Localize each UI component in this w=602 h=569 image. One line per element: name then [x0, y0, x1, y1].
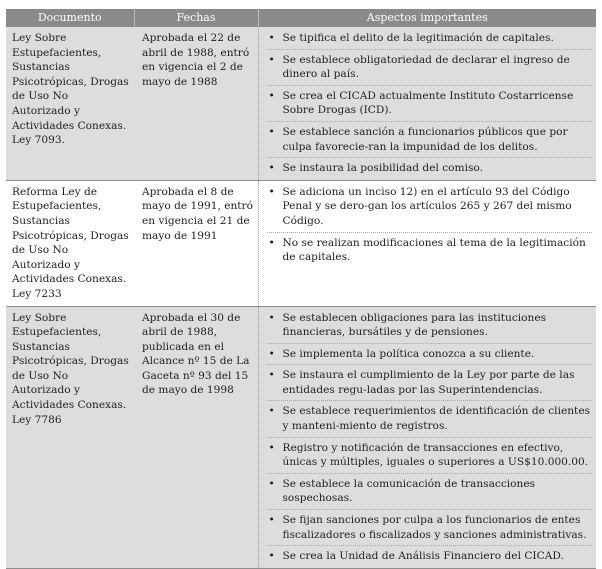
list-item-text: Se tipifica el delito de la legitimación de capitales. [282, 32, 554, 44]
bullet-icon: • [268, 441, 275, 454]
table-row [6, 180, 596, 306]
bullet-icon: • [268, 514, 275, 527]
list-item [267, 311, 593, 344]
cell-documento: Ley Sobre Estupefacientes, Sustancias Psicotrópicas, Drogas de Uso No Autorizado y Actividades Conexas. Ley 7093. [6, 27, 134, 180]
list-item-text: Se instaura el cumplimiento de la Ley por parte de las entidades regu-ladas por las Superintendencias. [282, 369, 575, 396]
list-item-text: Se establece sanción a funcionarios públicos que por culpa favorecie-ran la impunidad de los delitos. [282, 125, 568, 153]
list-item [267, 347, 593, 366]
header-fechas: Fechas [134, 9, 258, 27]
cell-documento: Ley Sobre Estupefacientes, Sustancias Psicotrópicas, Drogas de Uso No Autorizado y Actividades Conexas. Ley 7786 [6, 306, 134, 568]
list-item [267, 368, 593, 401]
bullet-icon: • [268, 550, 275, 563]
list-item-text: Se establece la comunicación de transacciones sospechosas. [282, 477, 536, 505]
table-row [6, 306, 596, 568]
bullet-icon: • [268, 53, 275, 66]
list-item-text: Se fijan sanciones por culpa a los funcionarios de entes fiscalizadores o fiscalizados y sanciones administrativas. [282, 514, 587, 541]
header-aspectos: Aspectos importantes [258, 9, 596, 27]
bullet-icon: • [268, 311, 275, 324]
cell-aspectos [258, 180, 596, 306]
list-item [267, 89, 593, 122]
bullet-icon: • [268, 236, 275, 249]
list-item-text: Se adiciona un inciso 12) en el artículo 93 del Código Penal y se dero-gan los artículos 265 y 267 del mismo Código. [282, 185, 572, 227]
bullet-icon: • [268, 162, 275, 175]
list-item-text: Se establece obligatoriedad de declarar el ingreso de dinero al país. [282, 53, 570, 81]
list-item-text: Se instaura la posibilidad del comiso. [282, 162, 483, 175]
cell-aspectos [258, 306, 596, 568]
list-item [267, 404, 593, 437]
list-item-text: Se implementa la política conozca a su cliente. [282, 347, 535, 360]
list-item [267, 31, 593, 50]
list-item [267, 236, 593, 266]
bullet-icon: • [268, 369, 275, 382]
bullet-icon: • [268, 185, 275, 198]
list-item [267, 185, 593, 233]
list-item-text: Se establece requerimientos de identificación de clientes y manteni-miento de registros. [282, 405, 591, 433]
bullet-icon: • [268, 477, 275, 490]
list-item-text: Registro y notificación de transacciones en efectivo, únicas y múltiples, iguales o superiores a US$10.000.00. [282, 441, 589, 469]
list-item [267, 549, 593, 565]
bullet-icon: • [268, 125, 275, 138]
legislation-table-wrapper [6, 9, 596, 569]
list-item [267, 513, 593, 546]
list-item [267, 441, 593, 474]
bullet-icon: • [268, 347, 275, 360]
list-item [267, 477, 593, 510]
cell-aspectos [258, 27, 596, 180]
legislation-table [6, 9, 596, 569]
aspectos-list [267, 31, 593, 177]
cell-fechas: Aprobada el 22 de abril de 1988, entró en vigencia el 2 de mayo de 1988 [134, 27, 258, 180]
bullet-icon: • [268, 32, 275, 44]
table-row [6, 27, 596, 180]
header-row [6, 9, 596, 27]
header-documento: Documento [6, 9, 134, 27]
list-item [267, 53, 593, 86]
list-item [267, 161, 593, 177]
cell-fechas: Aprobada el 8 de mayo de 1991, entró en vigencia el 21 de mayo de 1991 [134, 180, 258, 306]
cell-documento: Reforma Ley de Estupefacientes, Sustancias Psicotrópicas, Drogas de Uso No Autorizado y Actividades Conexas. Ley 7233 [6, 180, 134, 306]
list-item-text: Se crea el CICAD actualmente Instituto Costarricense Sobre Drogas (ICD). [282, 89, 574, 117]
cell-fechas: Aprobada el 30 de abril de 1988, publicada en el Alcance nº 15 de La Gaceta nº 93 del 15 de mayo de 1998 [134, 306, 258, 568]
bullet-icon: • [268, 405, 275, 418]
bullet-icon: • [268, 89, 275, 102]
list-item-text: Se crea la Unidad de Análisis Financiero del CICAD. [282, 550, 564, 563]
list-item-text: Se establecen obligaciones para las instituciones financieras, bursátiles y de pensiones. [282, 311, 547, 339]
list-item [267, 125, 593, 158]
list-item-text: No se realizan modificaciones al tema de la legitimación de capitales. [282, 236, 586, 264]
aspectos-list [267, 185, 593, 266]
aspectos-list [267, 311, 593, 565]
